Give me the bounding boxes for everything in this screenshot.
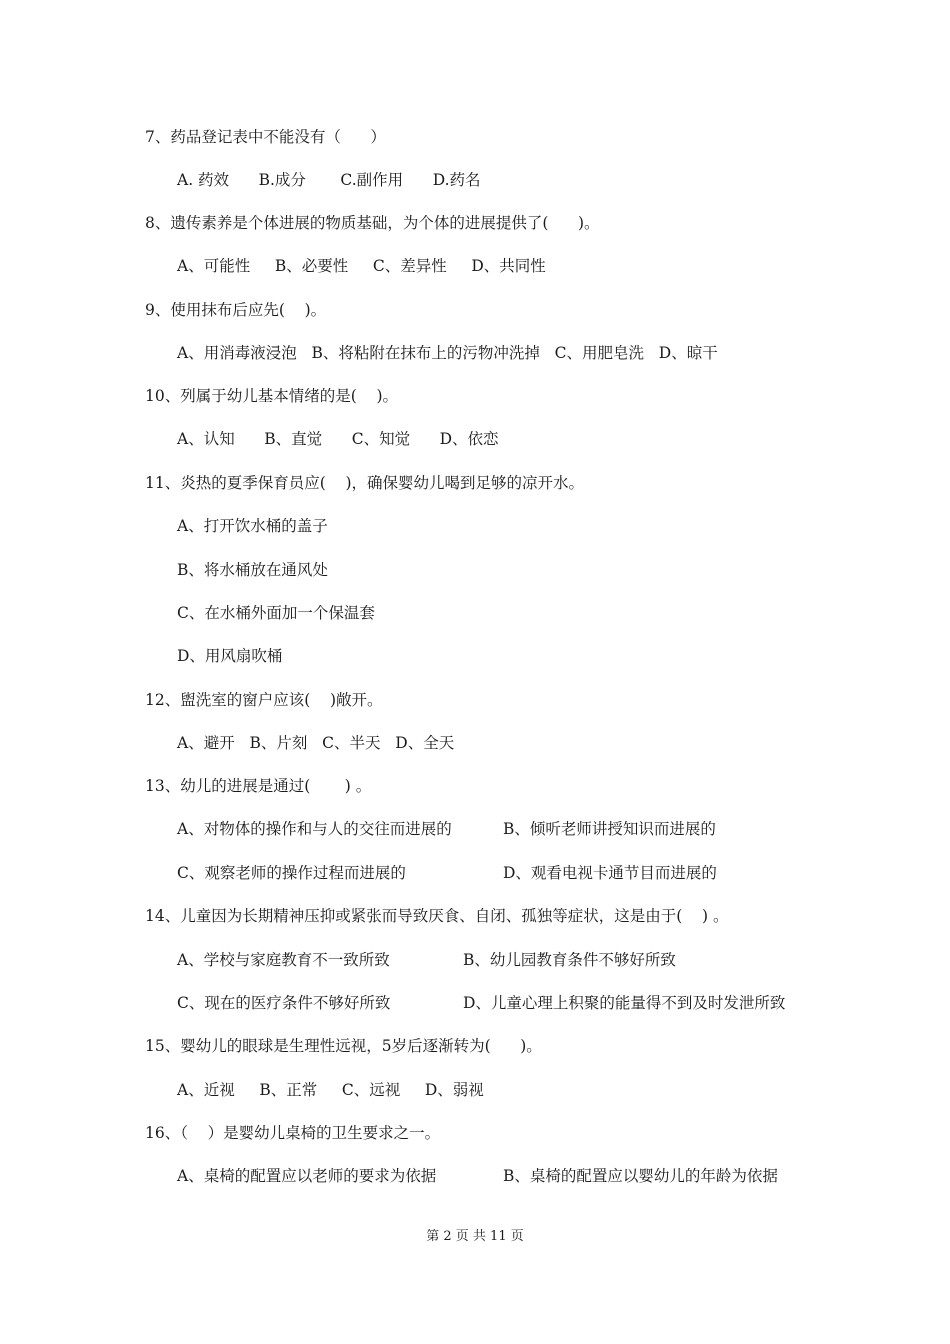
question-16-option-a: A、桌椅的配置应以老师的要求为依据	[177, 1167, 437, 1185]
question-12-options: A、避开 B、片刻 C、半天 D、全天	[177, 734, 455, 752]
question-11-option-c: C、在水桶外面加一个保温套	[177, 604, 375, 622]
question-14-option-a: A、学校与家庭教育不一致所致	[177, 951, 390, 969]
question-9-options: A、用消毒液浸泡 B、将粘附在抹布上的污物冲洗掉 C、用肥皂洗 D、晾干	[177, 344, 718, 362]
question-14-option-b: B、幼儿园教育条件不够好所致	[463, 951, 676, 969]
question-13-option-b: B、倾听老师讲授知识而进展的	[503, 820, 716, 838]
question-15-options: A、近视 B、正常 C、远视 D、弱视	[177, 1081, 484, 1099]
question-11-option-a: A、打开饮水桶的盖子	[177, 517, 328, 535]
question-11-option-d: D、用风扇吹桶	[177, 647, 283, 665]
question-13-option-a: A、对物体的操作和与人的交往而进展的	[177, 820, 452, 838]
question-7-options: A. 药效 B.成分 C.副作用 D.药名	[177, 171, 481, 189]
question-14-option-c: C、现在的医疗条件不够好所致	[177, 994, 391, 1012]
question-13-option-c: C、观察老师的操作过程而进展的	[177, 864, 406, 882]
question-12-stem: 12、盥洗室的窗户应该( )敞开。	[145, 691, 383, 709]
question-11-stem: 11、炎热的夏季保育员应( )，确保婴幼儿喝到足够的凉开水。	[145, 474, 585, 492]
question-10-options: A、认知 B、直觉 C、知觉 D、依恋	[177, 430, 499, 448]
question-10-stem: 10、列属于幼儿基本情绪的是( )。	[145, 387, 399, 405]
question-16-stem: 16、（ ）是婴幼儿桌椅的卫生要求之一。	[145, 1124, 441, 1142]
question-13-stem: 13、幼儿的进展是通过( ) 。	[145, 777, 372, 795]
question-9-stem: 9、使用抹布后应先( )。	[145, 301, 327, 319]
question-13-option-d: D、观看电视卡通节目而进展的	[503, 864, 717, 882]
question-14-option-d: D、儿童心理上积聚的能量得不到及时发泄所致	[463, 994, 786, 1012]
question-16-option-b: B、桌椅的配置应以婴幼儿的年龄为依据	[503, 1167, 778, 1185]
question-8-stem: 8、遗传素养是个体进展的物质基础，为个体的进展提供了( )。	[145, 214, 600, 232]
question-11-option-b: B、将水桶放在通风处	[177, 561, 328, 579]
question-7-stem: 7、药品登记表中不能没有（ ）	[145, 128, 386, 146]
page-number-footer: 第 2 页 共 11 页	[426, 1229, 524, 1244]
question-15-stem: 15、婴幼儿的眼球是生理性远视，5岁后逐渐转为( )。	[145, 1037, 542, 1055]
question-8-options: A、可能性 B、必要性 C、差异性 D、共同性	[177, 257, 546, 275]
question-14-stem: 14、儿童因为长期精神压抑或紧张而导致厌食、自闭、孤独等症状，这是由于( ) 。	[145, 907, 729, 925]
